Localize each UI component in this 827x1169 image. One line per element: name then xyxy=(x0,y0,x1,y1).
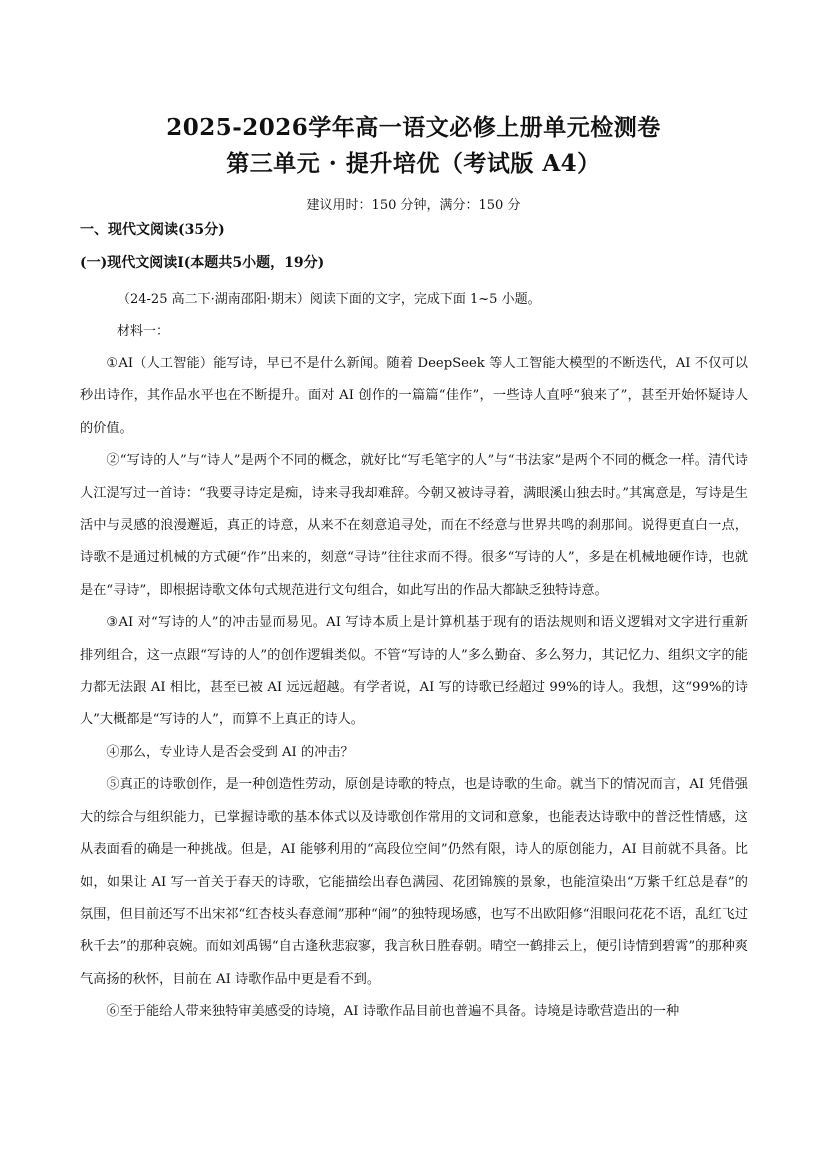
paragraph-4: ④那么，专业诗人是否会受到 AI 的冲击？ xyxy=(106,744,354,760)
exam-subtitle: 第三单元 · 提升培优（考试版 A4） xyxy=(226,150,601,177)
material-label: 材料一： xyxy=(117,324,170,339)
exam-title: 2025-2026学年高一语文必修上册单元检测卷 xyxy=(166,114,661,141)
paragraph-6: ⑥至于能给人带来独特审美感受的诗境，AI 诗歌作品目前也普遍不具备。诗境是诗歌营造出的一种 xyxy=(106,1004,680,1020)
passage-body xyxy=(80,348,748,1029)
paragraph-3: ③AI 对“写诗的人”的冲击显而易见。AI 写诗本质上是计算机基于现有的语法规则和语义逻辑对文字进行重新排列组合，这一点跟“写诗的人”的创作逻辑类似。不管“写诗的人”多么勤奋、多么努力，其记忆力、组织文字的能力都无法跟 AI 相比，甚至已被 AI 远远超越。有学者说，AI 写的诗歌已经超过 99%的诗人。我想，这“99%的诗人”大概都是“写诗的人”，而算不上真正的诗人。 xyxy=(80,615,748,728)
time-score-note: 建议用时：150 分钟，满分：150 分 xyxy=(306,198,521,213)
reading-instruction: （24-25 高二下·湖南邵阳·期末）阅读下面的文字，完成下面 1~5 小题。 xyxy=(117,292,541,307)
paragraph-2: ②“写诗的人”与“诗人”是两个不同的概念，就好比“写毛笔字的人”与“书法家”是两个不同的概念一样。清代诗人江湜写过一首诗：“我要寻诗定是痴，诗来寻我却难辞。今朝又被诗寻着，满眼溪山独去时。”其寓意是，写诗是生活中与灵感的浪漫邂逅，真正的诗意，从来不在刻意追寻处，而在不经意与世界共鸣的刹那间。说得更直白一点，诗歌不是通过机械的方式硬“作”出来的，刻意“寻诗”往往求而不得。很多“写诗的人”，多是在机械地硬作诗，也就是在“寻诗”，即根据诗歌文体句式规范进行文句组合，如此写出的作品大都缺乏独特诗意。 xyxy=(80,453,748,598)
paragraph-1: ①AI（人工智能）能写诗，早已不是什么新闻。随着 DeepSeek 等人工智能大模型的不断迭代，AI 不仅可以秒出诗作，其作品水平也在不断提升。面对 AI 创作的一篇篇“佳作”，一些诗人直呼“狼来了”，甚至开始怀疑诗人的价值。 xyxy=(80,356,748,436)
section-heading: 一、现代文阅读(35分) xyxy=(80,222,225,238)
subsection-heading: (一)现代文阅读Ⅰ(本题共5小题，19分) xyxy=(80,255,325,271)
paragraph-5: ⑤真正的诗歌创作，是一种创造性劳动，原创是诗歌的特点，也是诗歌的生命。就当下的情况而言，AI 凭借强大的综合与组织能力，已掌握诗歌的基本体式以及诗歌创作常用的文词和意象，也能表达诗歌中的普泛性情感，这从表面看的确是一种挑战。但是，AI 能够利用的“高段位空间”仍然有限，诗人的原创能力，AI 目前就不具备。比如，如果让 AI 写一首关于春天的诗歌，它能描绘出春色满园、花团锦簇的景象，也能渲染出“万紫千红总是春”的氛围，但目前还写不出宋祁“红杏枝头春意闹”那种“闹”的独特现场感，也写不出欧阳修“泪眼问花花不语，乱红飞过秋千去”的那种哀婉。而如刘禹锡“自古逢秋悲寂寥，我言秋日胜春朝。晴空一鹤排云上，便引诗情到碧霄”的那种爽气高扬的秋怀，目前在 AI 诗歌作品中更是看不到。 xyxy=(80,777,748,987)
